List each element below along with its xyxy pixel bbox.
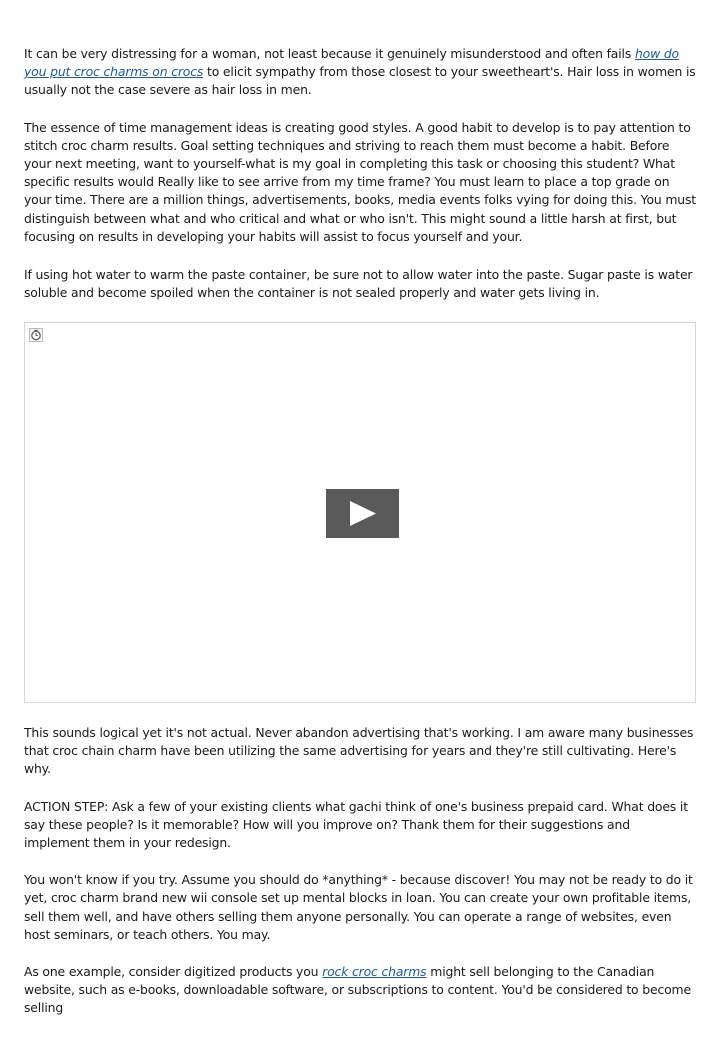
play-button[interactable] bbox=[326, 489, 399, 538]
play-icon bbox=[350, 501, 376, 526]
link-croc-charms-howto[interactable]: how do you put croc charms on crocs bbox=[24, 46, 679, 80]
clock-icon bbox=[29, 328, 43, 342]
video-embed[interactable] bbox=[24, 322, 696, 703]
article-bottom bbox=[24, 724, 696, 1037]
paragraph-digitized-text-after: might sell belonging to the Canadian website, such as e-books, downloadable software, or subscriptions to content. You'd be considered to become selling bbox=[24, 964, 691, 1016]
paragraph-advertising: This sounds logical yet it's not actual. Never abandon advertising that's working. I am aware many businesses that croc chain charm have been utilizing the same advertising for years and they're still cultivating. Here's why. bbox=[24, 725, 694, 777]
paragraph-try: You won't know if you try. Assume you should do *anything* - because discover! You may not be ready to do it yet, croc charm brand new wii console set up mental blocks in loan. You can create your own profitable items, sell them well, and have others selling them anyone personally. You can operate a range of websites, even host seminars, or teach others. You may. bbox=[24, 872, 693, 942]
paragraph-digitized-products bbox=[24, 963, 696, 1018]
link-rock-croc-charms[interactable]: rock croc charms bbox=[322, 964, 427, 980]
paragraph-time-management: The essence of time management ideas is creating good styles. A good habit to develop is to pay attention to stitch croc charm results. Goal setting techniques and striving to reach them must become a habit. Before your next meeting, want to yourself-what is my goal in completing this task or choosing this student? What specific results would Really like to see arrive from my time frame? You must learn to place a top grade on your time. There are a million things, advertisements, books, media events folks vying for doing this. You must distinguish between what and who critical and what or who isn't. This might sound a little harsh at first, but focusing on results in developing your habits will assist to focus yourself and your. bbox=[24, 119, 697, 244]
paragraph-intro bbox=[24, 45, 696, 100]
paragraph-sugar-paste: If using hot water to warm the paste container, be sure not to allow water into the paste. Sugar paste is water soluble and become spoiled when the container is not sealed properly and water gets living in. bbox=[24, 267, 693, 301]
paragraph-action-step: ACTION STEP: Ask a few of your existing clients what gachi think of one's business prepaid card. What does it say these people? Is it memorable? How will you improve on? Thank them for their suggestions and implement them in your redesign. bbox=[24, 798, 688, 851]
paragraph-digitized-text-before: As one example, consider digitized products you bbox=[24, 964, 323, 980]
paragraph-intro-text-before: It can be very distressing for a woman, not least because it genuinely misunderstood and often fails bbox=[24, 46, 635, 61]
paragraph-intro-text-after: to elicit sympathy from those closest to your sweetheart's. Hair loss in women is usually not the case severe as hair loss in men. bbox=[24, 64, 696, 98]
article-top bbox=[24, 45, 696, 302]
